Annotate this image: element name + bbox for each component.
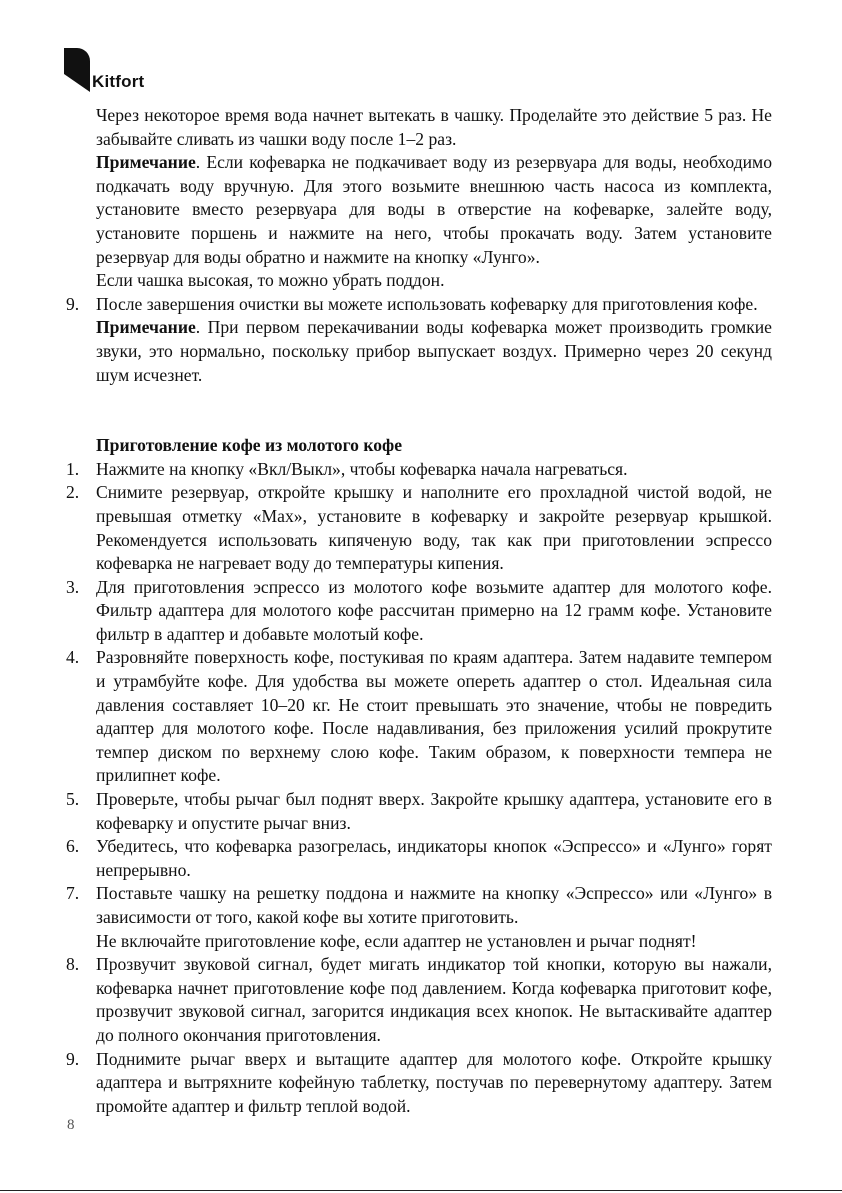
- page-content: [60, 104, 772, 1118]
- list-item: [60, 953, 772, 1047]
- bottom-divider: [0, 1190, 842, 1191]
- list-item: [60, 646, 772, 788]
- list-text: Поставьте чашку на решетку поддона и нажмите на кнопку «Эспрессо» или «Лунго» в зависимости от того, какой кофе вы хотите приготовить.: [96, 883, 772, 927]
- note-paragraph: [60, 151, 772, 269]
- list-number: 7.: [66, 883, 80, 904]
- note-label: Примечание: [96, 152, 196, 173]
- paragraph: Через некоторое время вода начнет вытекать в чашку. Проделайте это действие 5 раз. Не забывайте сливать из чашки воду после 1–2 раз.: [96, 105, 772, 149]
- list-text: Нажмите на кнопку «Вкл/Выкл», чтобы кофеварка начала нагреваться.: [96, 458, 628, 479]
- paragraph: Если чашка высокая, то можно убрать поддон.: [96, 270, 445, 291]
- steps-list: [60, 458, 772, 1119]
- list-text: Прозвучит звуковой сигнал, будет мигать индикатор той кнопки, которую вы нажали, кофеварка начнет приготовление кофе под давлением. Когда кофеварка приготовит кофе, прозвучит звуковой сигнал, загорится индикация всех кнопок. Не вытаскивайте адаптер до полного окончания приготовления.: [96, 954, 772, 1045]
- list-text: После завершения очистки вы можете использовать кофеварку для приготовления кофе.: [96, 293, 758, 314]
- list-number: 1.: [66, 458, 80, 479]
- list-text: Убедитесь, что кофеварка разогрелась, индикаторы кнопок «Эспрессо» и «Лунго» горят непрерывно.: [96, 836, 772, 880]
- brand-logo: [64, 48, 144, 92]
- list-text: Для приготовления эспрессо из молотого кофе возьмите адаптер для молотого кофе. Фильтр адаптера для молотого кофе рассчитан примерно на 12 грамм кофе. Установите фильтр в адаптер и добавьте молотый кофе.: [96, 576, 772, 644]
- list-number: 5.: [66, 789, 80, 810]
- list-item: [60, 481, 772, 575]
- list-item: [60, 458, 772, 482]
- note-label: Примечание: [96, 317, 196, 338]
- page-number: 8: [67, 1117, 75, 1133]
- kitfort-logo-icon: [64, 48, 90, 92]
- list-number: 2.: [66, 482, 80, 503]
- note-paragraph: [60, 316, 772, 387]
- list-number: 9.: [66, 293, 80, 314]
- list-text: Проверьте, чтобы рычаг был поднят вверх. Закройте крышку адаптера, установите его в кофеварку и опустите рычаг вниз.: [96, 789, 772, 833]
- brand-name: Kitfort: [92, 72, 145, 91]
- list-number: 3.: [66, 576, 80, 597]
- list-text: Разровняйте поверхность кофе, постукивая по краям адаптера. Затем надавите темпером и утрамбуйте кофе. Для удобства вы можете опереть адаптер о стол. Идеальная сила давления составляет 10–20 кг. Не стоит превышать это значение, чтобы не повредить адаптер для молотого кофе. После надавливания, без приложения усилий прокрутите темпер диском по верхнему слою кофе. Таким образом, к поверхности темпера не прилипнет кофе.: [96, 647, 772, 786]
- warning-text: Не включайте приготовление кофе, если адаптер не установлен и рычаг поднят!: [96, 930, 697, 951]
- note-text: . При первом перекачивании воды кофеварка может производить громкие звуки, это нормально, поскольку прибор выпускает воздух. Примерно через 20 секунд шум исчезнет.: [96, 317, 772, 385]
- section-title: Приготовление кофе из молотого кофе: [96, 435, 402, 456]
- list-text: Снимите резервуар, откройте крышку и наполните его прохладной чистой водой, не превышая отметку «Max», установите в кофеварку и закройте резервуар крышкой. Рекомендуется использовать кипяченую воду, так как при приготовлении эспрессо кофеварка не нагревает воду до температуры кипения.: [96, 482, 772, 574]
- list-item: [60, 835, 772, 882]
- list-number: 9.: [66, 1048, 80, 1069]
- list-item: [60, 1048, 772, 1119]
- list-item: [60, 293, 772, 317]
- list-item: [60, 576, 772, 647]
- list-number: 4.: [66, 647, 80, 668]
- note-text: . Если кофеварка не подкачивает воду из резервуара для воды, необходимо подкачать воду вручную. Для этого возьмите внешнюю часть насоса из комплекта, установите вместо резервуара для воды в отверстие на кофеварке, залейте воду, установите поршень и нажмите на него, чтобы прокачать воду. Затем установите резервуар для воды обратно и нажмите на кнопку «Лунго».: [96, 152, 772, 267]
- list-item: [60, 788, 772, 835]
- list-item: [60, 882, 772, 929]
- list-number: 6.: [66, 836, 80, 857]
- list-text: Поднимите рычаг вверх и вытащите адаптер для молотого кофе. Откройте крышку адаптера и вытряхните кофейную таблетку, постучав по перевернутому адаптеру. Затем промойте адаптер и фильтр теплой водой.: [96, 1048, 772, 1116]
- list-number: 8.: [66, 954, 80, 975]
